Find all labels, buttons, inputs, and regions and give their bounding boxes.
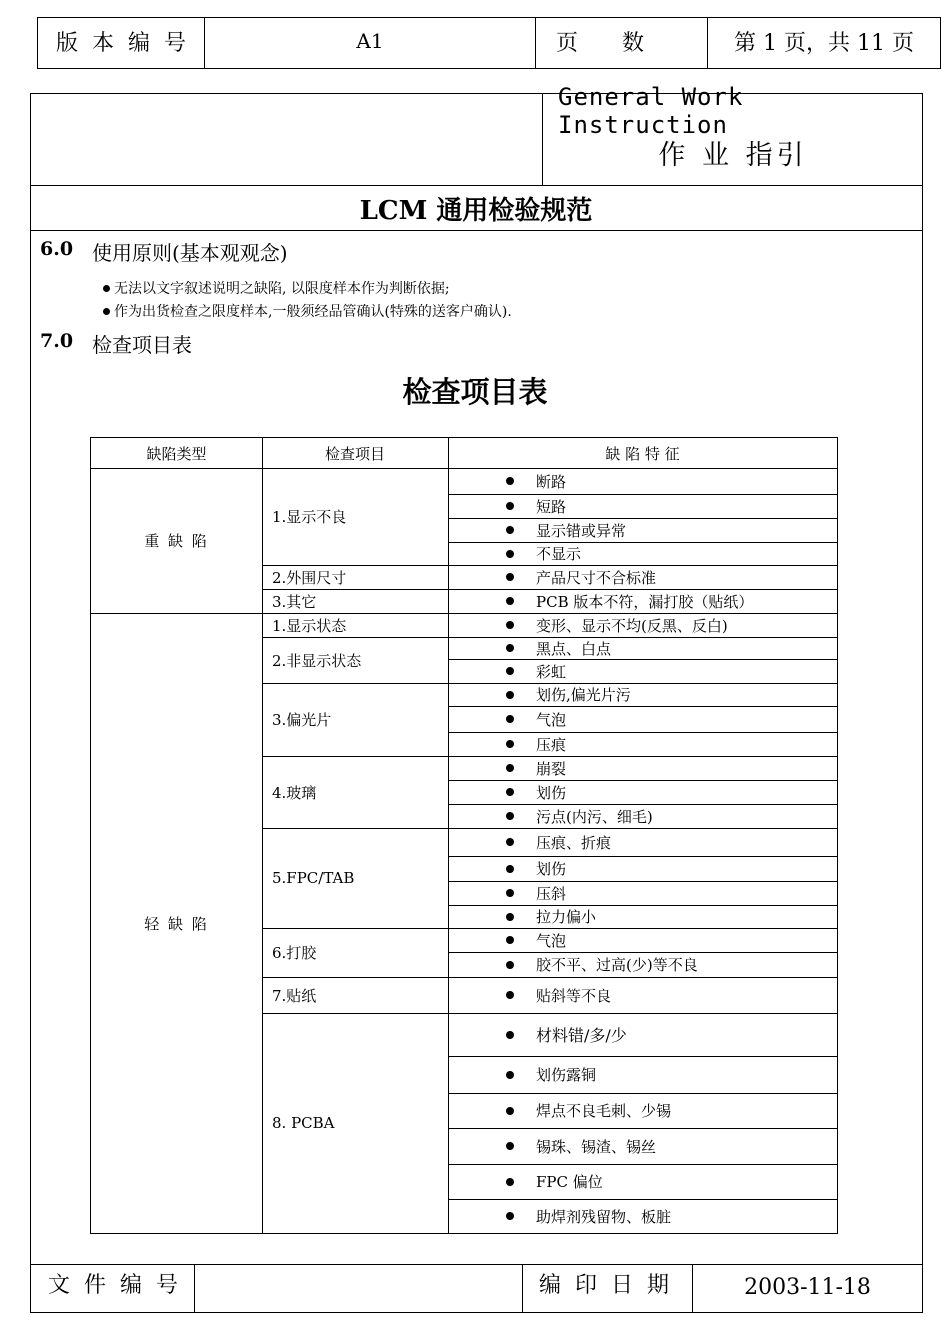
inspection-item: 8. PCBA <box>272 1114 335 1132</box>
defect-feature: 划伤 <box>448 780 837 804</box>
bullet-dot-icon <box>103 285 110 292</box>
inspection-item: 2.外围尺寸 <box>272 568 347 587</box>
defect-feature: 崩裂 <box>448 756 837 780</box>
bullet-dot-icon <box>506 889 514 897</box>
defect-feature: 不显示 <box>448 542 837 565</box>
print-date-value: 2003-11-18 <box>744 1274 871 1300</box>
bullet-dot-icon <box>506 597 514 605</box>
defect-feature: 焊点不良毛刺、少锡 <box>448 1093 837 1128</box>
defect-feature: 划伤,偏光片污 <box>448 683 837 706</box>
defect-feature: PCB 版本不符，漏打胶（贴纸） <box>448 589 837 613</box>
inspection-item: 1.显示不良 <box>272 508 347 526</box>
defect-feature: 压斜 <box>448 881 837 905</box>
defect-type-cell: 轻 缺 陷 <box>144 914 209 933</box>
defect-feature: 锡珠、锡渣、锡丝 <box>448 1128 837 1164</box>
bullet-dot-icon <box>506 621 514 629</box>
inspection-item: 7.贴纸 <box>272 986 317 1005</box>
table-title: 检查项目表 <box>402 375 548 409</box>
inspection-item: 5.FPC/TAB <box>272 869 355 887</box>
bullet-dot-icon <box>506 991 514 999</box>
document-title: LCM 通用检验规范 <box>359 195 593 226</box>
print-date-label: 编印日期 <box>539 1272 684 1298</box>
section-6-title: 使用原则(基本观观念) <box>92 241 288 265</box>
inspection-item: 3.其它 <box>272 592 317 611</box>
defect-feature: 贴斜等不良 <box>448 977 837 1013</box>
bullet-dot-icon <box>506 788 514 796</box>
bullet-dot-icon <box>506 865 514 873</box>
defect-type-cell: 重 缺 陷 <box>144 532 209 550</box>
defect-feature: 划伤 <box>448 856 837 881</box>
bullet-dot-icon <box>506 1142 514 1150</box>
bullet-dot-icon <box>506 691 514 699</box>
section-6-bullet: 作为出货检查之限度样本,一般须经品管确认(特殊的送客户确认). <box>103 301 512 321</box>
defect-feature: 彩虹 <box>448 659 837 683</box>
defect-feature: 压痕 <box>448 732 837 756</box>
defect-feature: FPC 偏位 <box>448 1164 837 1199</box>
defect-feature: 产品尺寸不合标准 <box>448 565 837 589</box>
defect-feature: 断路 <box>448 468 837 494</box>
bullet-dot-icon <box>506 667 514 675</box>
version-label: 版本编号 <box>56 30 201 56</box>
section-6-number: 6.0 <box>40 238 74 260</box>
doc-number-value <box>195 1265 522 1301</box>
bullet-dot-icon <box>506 715 514 723</box>
bullet-dot-icon <box>506 502 514 510</box>
defect-feature: 材料错/多/少 <box>448 1013 837 1056</box>
doc-number-label: 文件编号 <box>48 1272 193 1298</box>
inspection-table <box>90 437 838 1234</box>
bullet-dot-icon <box>506 526 514 534</box>
bullet-dot-icon <box>506 740 514 748</box>
bullet-dot-icon <box>506 764 514 772</box>
bullet-dot-icon <box>506 1107 514 1115</box>
english-title: General Work Instruction <box>558 83 744 139</box>
section-7-title: 检查项目表 <box>92 333 192 357</box>
defect-feature: 压痕、折痕 <box>448 828 837 856</box>
column-header: 检查项目 <box>324 444 385 463</box>
defect-feature: 变形、显示不均(反黑、反白) <box>448 613 837 637</box>
pages-value: 第 1 页，共 11 页 <box>734 30 914 56</box>
version-info-table <box>37 17 941 69</box>
bullet-dot-icon <box>506 477 514 485</box>
inspection-item: 3.偏光片 <box>272 711 332 729</box>
defect-feature: 黑点、白点 <box>448 637 837 659</box>
defect-feature: 拉力偏小 <box>448 905 837 928</box>
bullet-dot-icon <box>506 936 514 944</box>
pages-label: 页 数 <box>556 30 645 56</box>
chinese-title: 作 业 指引 <box>658 139 808 171</box>
bullet-dot-icon <box>506 644 514 652</box>
bullet-dot-icon <box>506 838 514 846</box>
bullet-dot-icon <box>506 1178 514 1186</box>
bullet-dot-icon <box>506 1071 514 1079</box>
inspection-item: 2.非显示状态 <box>272 651 362 670</box>
bullet-dot-icon <box>506 961 514 969</box>
section-6-bullet: 无法以文字叙述说明之缺陷, 以限度样本作为判断依据; <box>103 278 450 298</box>
section-7-number: 7.0 <box>40 330 74 352</box>
column-header: 缺陷类型 <box>146 444 207 463</box>
defect-feature: 气泡 <box>448 928 837 952</box>
defect-feature: 气泡 <box>448 706 837 732</box>
bullet-dot-icon <box>103 308 110 315</box>
bullet-dot-icon <box>506 1031 514 1039</box>
bullet-dot-icon <box>506 550 514 558</box>
version-value: A1 <box>356 29 384 53</box>
bullet-dot-icon <box>506 1212 514 1220</box>
bullet-dot-icon <box>506 573 514 581</box>
defect-feature: 显示错或异常 <box>448 518 837 542</box>
inspection-item: 6.打胶 <box>272 944 317 962</box>
bullet-dot-icon <box>506 913 514 921</box>
inspection-item: 1.显示状态 <box>272 616 347 635</box>
defect-feature: 划伤露铜 <box>448 1056 837 1093</box>
inspection-item: 4.玻璃 <box>272 783 317 802</box>
defect-feature: 胶不平、过高(少)等不良 <box>448 952 837 977</box>
defect-feature: 短路 <box>448 494 837 518</box>
bullet-dot-icon <box>506 812 514 820</box>
defect-feature: 污点(内污、细毛) <box>448 804 837 828</box>
column-header: 缺 陷 特 征 <box>605 444 680 463</box>
defect-feature: 助焊剂残留物、板脏 <box>448 1199 837 1233</box>
